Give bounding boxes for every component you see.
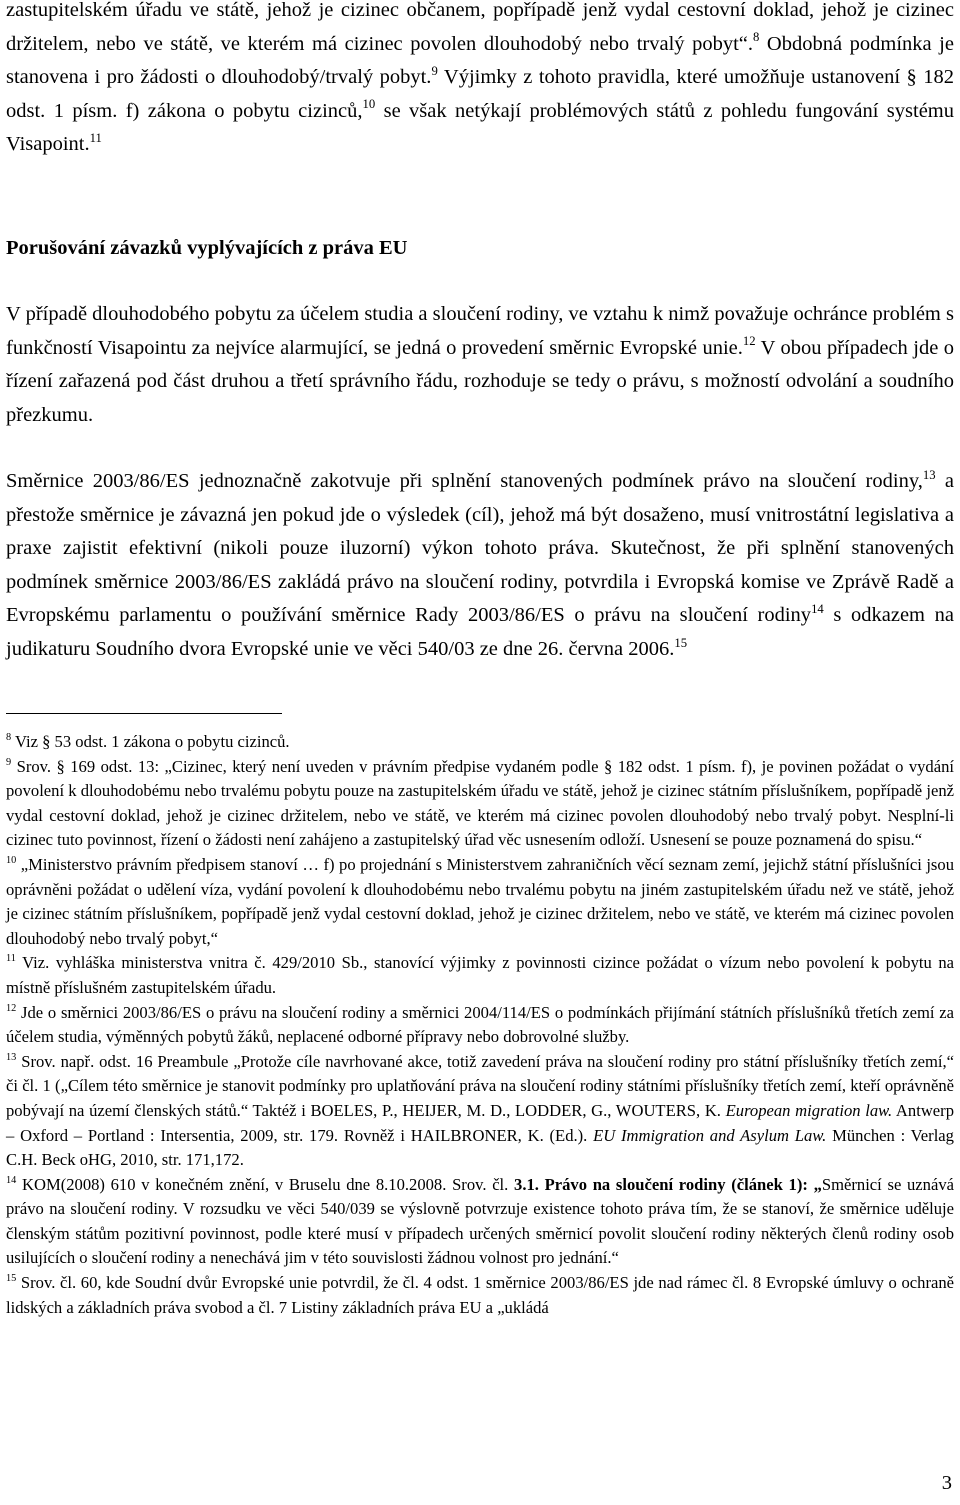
footnote-text: Antwerp – Oxford – Portland : Intersentia, 2009, str. 179. Rovněž i HAILBRONER, K. (Ed.). <box>6 1100 954 1145</box>
book-title: European migration law. <box>725 1100 893 1120</box>
footnote-ref-14[interactable]: 14 <box>811 601 824 616</box>
paragraph-directives <box>6 298 954 432</box>
footnote-text: Srov. např. odst. 16 Preambule „Protože cíle navrhované akce, totiž zavedení práva na sloučení rodiny pro státní příslušníky třetích zemí,“ či čl. 1 („Cílem této směrnice je stanovit podmínky pro uplatňování práva na sloučení rodiny státními příslušníky třetích zemí, kteří oprávněně pobývají na území členských států.“ Taktéž i BOELES, P., HEIJER, M. D., LODDER, G., WOUTERS, K. <box>6 1051 954 1120</box>
footnote-text: Směrnicí se uznává právo na sloučení rodiny. V rozsudku ve věci 540/039 se výslovně potvrzuje existence tohoto práva tím, že se stanoví, že směrnice uděluje členským státům pozitivní povinnost, podle které musí v případech určených směrnicí povolit sloučení rodiny některých členů rodiny osob usilujících o sloučení rodiny a nenechává jim v této souvislosti žádnou volnost pro jednání.“ <box>6 1174 954 1268</box>
footnote-text: Viz § 53 odst. 1 zákona o pobytu cizinců. <box>11 732 290 751</box>
footnote-ref-13[interactable]: 13 <box>922 467 936 482</box>
footnote-mark: 15 <box>6 1273 17 1285</box>
book-title: EU Immigration and Asylum Law. <box>593 1125 827 1145</box>
text-run: a přestože směrnice je závazná jen pokud jde o výsledek (cíl), jehož má být dosaženo, musí vnitrostátní legislativa a praxe zajistit efektivní (nikoli pouze iluzorní) výkon tohoto práva. Skutečnost, že při splnění stanovených podmínek směrnice 2003/86/ES zakládá právo na sloučení rodiny, potvrdila i Evropská komise ve Zprávě Radě a Evropskému parlamentu o používání směrnice Rady 2003/86/ES o právu na sloučení rodiny <box>6 470 954 627</box>
footnote-ref-10[interactable]: 10 <box>362 97 376 112</box>
footnote-mark: 8 <box>6 731 12 743</box>
text-run: Směrnice 2003/86/ES jednoznačně zakotvuje při splnění stanovených podmínek právo na sloučení rodiny, <box>6 470 923 492</box>
footnote-separator <box>6 713 282 714</box>
footnote-14 <box>6 1173 954 1271</box>
text-run: zastupitelském úřadu ve státě, jehož je cizinec občanem, popřípadě jenž vydal cestovní doklad, jehož je cizinec držitelem, nebo ve státě, ve kterém má cizinec povolen dlouhodobý nebo trvalý pobyt“. <box>6 0 954 55</box>
footnote-ref-8[interactable]: 8 <box>753 30 760 45</box>
footnote-mark: 9 <box>6 756 12 768</box>
page-number: 3 <box>941 1472 952 1494</box>
text-run: V obou případech jde o řízení zařazená pod část druhou a třetí správního řádu, rozhoduje se tedy o právu, s možností odvolání a soudního přezkumu. <box>6 336 954 426</box>
footnotes <box>6 730 954 1320</box>
footnote-9 <box>6 755 954 853</box>
text-run: s odkazem na judikaturu Soudního dvora Evropské unie ve věci 540/03 ze dne 26. června 2006. <box>6 604 954 660</box>
footnote-mark: 12 <box>6 1002 17 1014</box>
footnote-text: München : Verlag C.H. Beck oHG, 2010, str. 171,172. <box>6 1125 954 1170</box>
footnote-text: Srov. § 169 odst. 13: „Cizinec, který není uveden v právním předpise vydaném podle § 182 odst. 1 písm. f), je povinen požádat o vydání povolení k dlouhodobému nebo trvalému pobytu pouze na zastupitelském úřadu ve státě, jehož je cizinec státním příslušníkem, popřípadě jenž vydal cestovní doklad, jehož je cizinec držitelem, nebo ve státě, ve kterém má cizinec povolen dlouhodobý nebo trvalý pobyt. Nesplní-li cizinec tuto povinnost, řízení o žádosti není zahájeno a zastupitelský úřad věc usnesením odloží. Usnesení se pouze poznamená do spisu.“ <box>6 756 954 850</box>
footnote-ref-12[interactable]: 12 <box>742 334 756 349</box>
footnote-text: KOM(2008) 610 v konečném znění, v Bruselu dne 8.10.2008. Srov. čl. <box>16 1174 515 1194</box>
paragraph-family-reunification <box>6 465 954 667</box>
footnote-15 <box>6 1271 954 1320</box>
footnote-11 <box>6 951 954 1000</box>
footnote-text: Jde o směrnici 2003/86/ES o právu na sloučení rodiny a směrnici 2004/114/ES o podmínkách přijímání státních příslušníků třetích zemí za účelem studia, výměnných pobytů žáků, neplacené odborné přípravy nebo dobrovolné služby. <box>6 1002 954 1047</box>
footnote-text: Srov. čl. 60, kde Soudní dvůr Evropské unie potvrdil, že čl. 4 odst. 1 směrnice 2003/86/ES jde nad rámec čl. 8 Evropské úmluvy o ochraně lidských a základních práva svobod a čl. 7 Listiny základních práva EU a „ukládá <box>6 1273 954 1317</box>
footnote-ref-11[interactable]: 11 <box>89 130 102 145</box>
footnote-mark: 14 <box>6 1174 17 1186</box>
footnote-mark: 10 <box>6 854 17 866</box>
footnote-mark: 11 <box>6 953 16 965</box>
footnote-mark: 13 <box>6 1051 17 1063</box>
footnote-10 <box>6 853 954 951</box>
footnote-ref-9[interactable]: 9 <box>431 63 438 78</box>
footnote-12 <box>6 1001 954 1050</box>
footnote-text: Viz. vyhláška ministerstva vnitra č. 429/2010 Sb., stanovící výjimky z povinnosti cizince požádat o vízum nebo povolení k pobytu na místně příslušném zastupitelském úřadu. <box>6 953 954 997</box>
footnote-text: „Ministerstvo právním předpisem stanoví … f) po projednání s Ministerstvem zahraničních věcí seznam zemí, jejichž státní příslušníci jsou oprávněni požádat o udělení víza, vydání povolení k dlouhodobému nebo trvalému pobytu na jiném zastupitelském úřadu než ve státě, jehož je cizinec státním příslušníkem, popřípadě jenž vydal cestovní doklad, jehož je cizinec držitelem, nebo ve státě, ve kterém má cizinec povolen dlouhodobý nebo trvalý pobyt,“ <box>6 854 954 948</box>
paragraph-intro <box>6 0 954 162</box>
article-title: 3.1. Právo na sloučení rodiny (článek 1): „ <box>514 1174 822 1194</box>
footnote-8 <box>6 730 954 755</box>
footnote-ref-15[interactable]: 15 <box>674 635 688 650</box>
footnote-13 <box>6 1050 954 1173</box>
text-run: Výjimky z tohoto pravidla, které umožňuje ustanovení § 182 odst. 1 písm. f) zákona o pobytu cizinců, <box>6 66 954 122</box>
text-run: Obdobná podmínka je stanovena i pro žádosti o dlouhodobý/trvalý pobyt. <box>6 32 954 89</box>
section-heading: Porušování závazků vyplývajících z práva EU <box>6 237 408 259</box>
text-run: V případě dlouhodobého pobytu za účelem studia a sloučení rodiny, ve vztahu k nimž považuje ochránce problém s funkčností Visapointu za nejvíce alarmující, se jedná o provedení směrnic Evropské unie. <box>6 303 954 359</box>
text-run: se však netýkají problémových států z pohledu fungování systému Visapoint. <box>6 99 954 156</box>
